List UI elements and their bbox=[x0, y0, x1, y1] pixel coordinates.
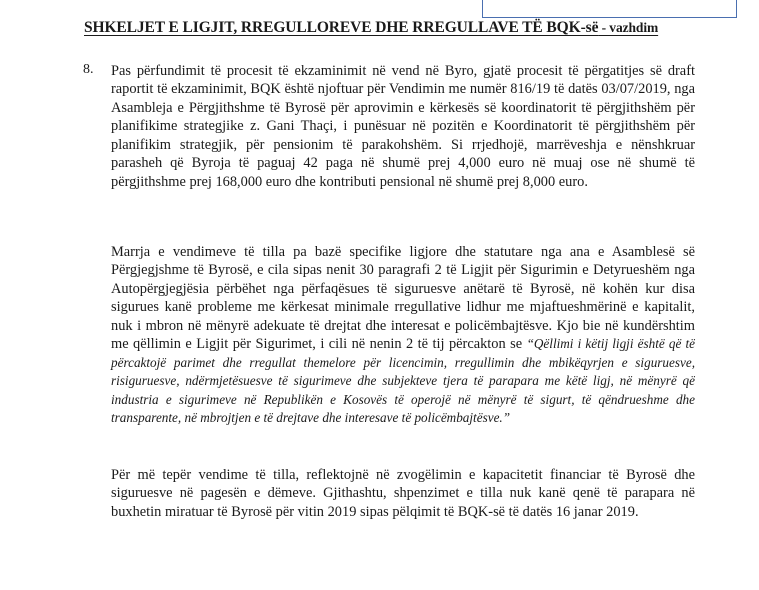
paragraph-2-text: Marrja e vendimeve të tilla pa bazë specifike ligjore dhe statutare nga ana e Asamblesë së Përgjegjshme të Byrosë, e cila sipas nenit 30 paragrafi 2 të Ligjit për Sigurimin e Detyrueshëm nga Autopërgjegjësia përbëhet nga përfaqësues të siguruesve anëtarë të Byrosë, në kohën kur disa sigurues kanë probleme me kërkesat minimale rregullative lidhur me mjaftueshmërinë e kapitalit, nuk i mbron në mënyrë adekuate të drejtat dhe interesat e policëmbajtësve. Kjo bie në kundërshtim me qëllimin e Ligjit për Sigurimet, i cili në nenin 2 të tij përcakton se bbox=[111, 244, 695, 353]
paragraph-3: Për më tepër vendime të tilla, reflektojnë në zvogëlimin e kapacitetit financiar të Byrosë dhe siguruesve në pagesën e dëmeve. Gjithashtu, shpenzimet e tilla nuk kanë qenë të parapara në buxhetin miratuar të Byrosë për vitin 2019 sipas pëlqimit të BQK-së të datës 16 janar 2019. bbox=[111, 467, 695, 520]
section-title bbox=[84, 19, 658, 37]
section-title-main: SHKELJET E LIGJIT, RREGULLOREVE DHE RREGULLAVE TË BQK-së bbox=[84, 19, 599, 36]
law-quote: “Qëllimi i këtij ligji është që të përcaktojë parimet dhe rregullat themelore për licencimin, rregullimin dhe mbikëqyrjen e siguruesve, risiguruesve, ndërmjetësuesve të sigurimeve dhe subjekteve tjera të parapara me këtë ligj, në mënyrë që industria e sigurimeve në Republikën e Kosovës të operojë në mënyrë të sigurt, të qëndrueshme dhe transparente, në mbrojtjen e të drejtave dhe interesave të policëmbajtësve.” bbox=[111, 336, 695, 426]
section-title-suffix: - vazhdim bbox=[598, 20, 659, 35]
paragraph-2 bbox=[111, 243, 695, 428]
paragraph-1: Pas përfundimit të procesit të ekzaminimit në vend në Byro, gjatë procesit të përgatitjes së draft raportit të ekzaminimit, BQK është njoftuar për Vendimin me numër 816/19 të datës 03/07/2019, nga Asambleja e Përgjithshme të Byrosë për aprovimin e kërkesës së koordinatorit të përgjithshëm për planifikime strategjike z. Gani Thaçi, i punësuar në pozitën e Koordinatorit të përgjithshëm për planifikim strategjik, për pensionim të parakohshëm. Si rrjedhojë, marrëveshja e nënshkruar parasheh që Byroja të paguaj 42 paga në shumë prej 4,000 euro në muaj ose në shumë të përgjithshme prej 168,000 euro dhe kontributi pensional në shumë prej 8,000 euro. bbox=[111, 63, 695, 190]
header-stamp-box bbox=[482, 0, 737, 18]
paragraph-number: 8. bbox=[83, 62, 94, 77]
